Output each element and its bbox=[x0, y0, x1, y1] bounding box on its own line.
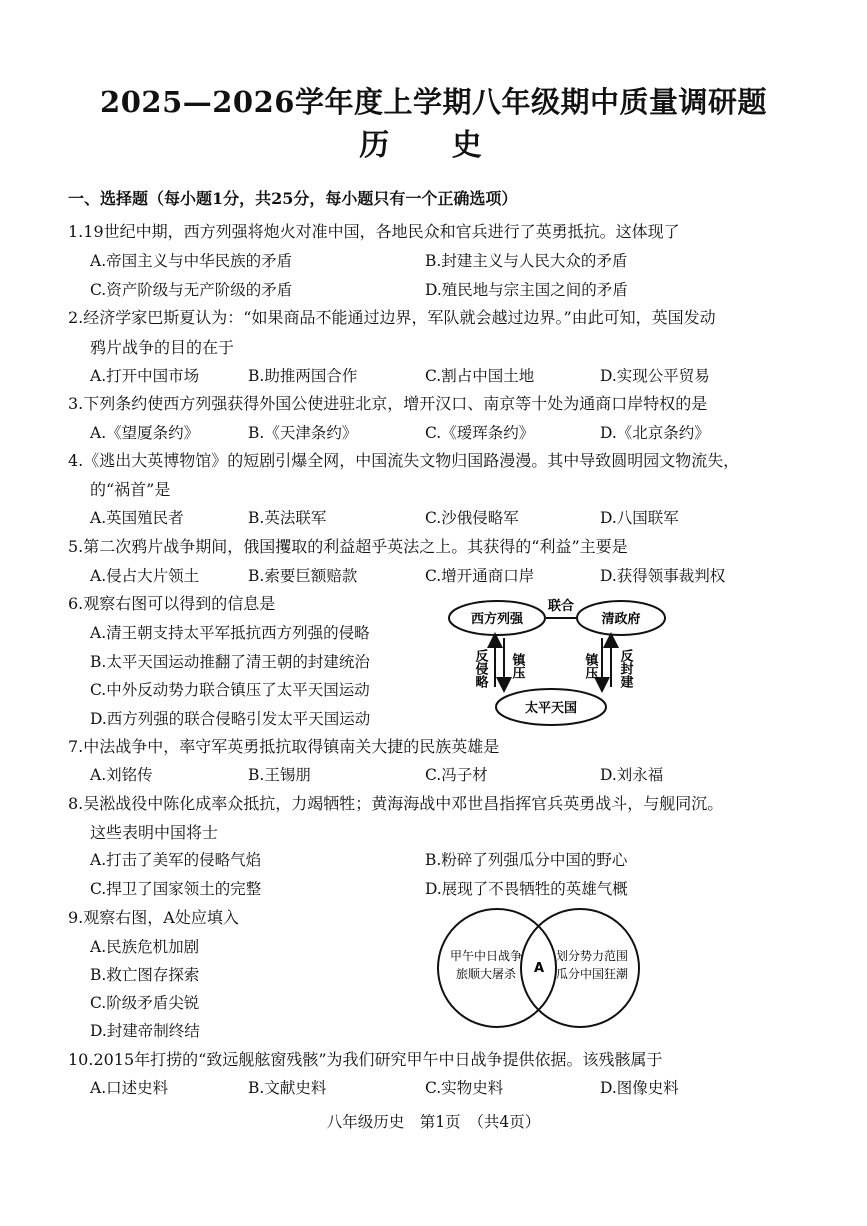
venn-right-line1: 划分势力范围 bbox=[555, 949, 629, 963]
label-anti-aggression: 反侵略 bbox=[472, 649, 488, 688]
exam-title: 2025—2026学年度上学期八年级期中质量调研题 bbox=[100, 85, 767, 119]
question-5-option-c: C.增开通商口岸 bbox=[425, 567, 535, 585]
question-10-option-c: C.实物史料 bbox=[425, 1079, 504, 1097]
question-8-option-b: B.粉碎了列强瓜分中国的野心 bbox=[425, 851, 628, 869]
question-3-option-b: B.《天津条约》 bbox=[248, 424, 358, 442]
venn-diagram bbox=[434, 905, 644, 1031]
question-3-option-a: A.《望厦条约》 bbox=[90, 424, 200, 442]
question-2-option-a: A.打开中国市场 bbox=[90, 367, 200, 385]
question-6-option-a: A.清王朝支持太平军抵抗西方列强的侵略 bbox=[90, 624, 370, 642]
question-5-option-b: B.索要巨额赔款 bbox=[248, 567, 358, 585]
question-9-option-a: A.民族危机加剧 bbox=[90, 938, 200, 956]
question-9-option-d: D.封建帝制终结 bbox=[90, 1022, 200, 1040]
label-anti-feudal: 反封建 bbox=[617, 649, 633, 688]
question-2-stem-cont: 鸦片战争的目的在于 bbox=[90, 338, 235, 357]
question-8-option-d: D.展现了不畏牺牲的英雄气概 bbox=[425, 880, 628, 898]
question-4-stem: 4.《逃出大英博物馆》的短剧引爆全网，中国流失文物归国路漫漫。其中导致圆明园文物流失， bbox=[68, 451, 740, 470]
question-9-option-b: B.救亡图存探索 bbox=[90, 966, 200, 984]
question-1-option-d: D.殖民地与宗主国之间的矛盾 bbox=[425, 281, 628, 299]
question-6-option-d: D.西方列强的联合侵略引发太平天国运动 bbox=[90, 710, 371, 728]
question-2-option-c: C.割占中国土地 bbox=[425, 367, 535, 385]
label-suppress-left: 镇压 bbox=[509, 653, 525, 679]
question-10-option-d: D.图像史料 bbox=[600, 1079, 679, 1097]
section-heading: 一、选择题（每小题1分，共25分，每小题只有一个正确选项） bbox=[68, 189, 518, 208]
question-10-stem: 10.2015年打捞的“致远舰舷窗残骸”为我们研究甲午中日战争提供依据。该残骸属于 bbox=[68, 1050, 663, 1069]
question-8-stem-cont: 这些表明中国将士 bbox=[90, 823, 219, 842]
question-2-option-d: D.实现公平贸易 bbox=[600, 367, 710, 385]
page-footer: 八年级历史 第1页 （共4页） bbox=[326, 1113, 541, 1131]
venn-left-line2: 旅顺大屠杀 bbox=[455, 967, 517, 981]
question-9-option-c: C.阶级矛盾尖锐 bbox=[90, 994, 200, 1012]
question-1-option-a: A.帝国主义与中华民族的矛盾 bbox=[90, 252, 293, 270]
question-7-option-b: B.王锡朋 bbox=[248, 766, 311, 784]
question-6-option-c: C.中外反动势力联合镇压了太平天国运动 bbox=[90, 681, 370, 699]
venn-center-label: A bbox=[533, 961, 545, 976]
question-5-option-a: A.侵占大片领土 bbox=[90, 567, 200, 585]
node-qing-government-label: 清政府 bbox=[601, 612, 641, 627]
venn-right-line2: 瓜分中国狂潮 bbox=[555, 967, 629, 981]
question-8-stem: 8.吴淞战役中陈化成率众抵抗，力竭牺牲；黄海海战中邓世昌指挥官兵英勇战斗，与舰同沉。 bbox=[68, 794, 724, 813]
question-10-option-b: B.文献史料 bbox=[248, 1079, 327, 1097]
venn-left-line1: 甲午中日战争 bbox=[449, 949, 523, 963]
question-2-option-b: B.助推两国合作 bbox=[248, 367, 358, 385]
question-1-stem: 1.19世纪中期，西方列强将炮火对准中国，各地民众和官兵进行了英勇抵抗。这体现了 bbox=[68, 222, 680, 241]
question-7-option-c: C.冯子材 bbox=[425, 766, 488, 784]
exam-subject: 历 史 bbox=[359, 128, 508, 163]
question-5-option-d: D.获得领事裁判权 bbox=[600, 567, 726, 585]
question-6-option-b: B.太平天国运动推翻了清王朝的封建统治 bbox=[90, 653, 370, 671]
question-4-option-c: C.沙俄侵略军 bbox=[425, 509, 519, 527]
question-3-option-c: C.《瑷珲条约》 bbox=[425, 424, 535, 442]
question-8-option-a: A.打击了美军的侵略气焰 bbox=[90, 851, 262, 869]
question-4-stem-cont: 的“祸首”是 bbox=[90, 480, 171, 499]
question-1-option-b: B.封建主义与人民大众的矛盾 bbox=[425, 252, 628, 270]
question-3-stem: 3.下列条约使西方列强获得外国公使进驻北京，增开汉口、南京等十处为通商口岸特权的是 bbox=[68, 394, 708, 413]
question-6-stem: 6.观察右图可以得到的信息是 bbox=[68, 594, 276, 613]
link-alliance-label: 联合 bbox=[547, 599, 575, 614]
question-7-option-a: A.刘铭传 bbox=[90, 766, 153, 784]
question-4-option-d: D.八国联军 bbox=[600, 509, 679, 527]
question-8-option-c: C.捍卫了国家领土的完整 bbox=[90, 880, 262, 898]
question-7-option-d: D.刘永福 bbox=[600, 766, 664, 784]
question-3-option-d: D.《北京条约》 bbox=[600, 424, 710, 442]
label-suppress-right: 镇压 bbox=[582, 653, 598, 679]
taiping-relation-diagram bbox=[440, 590, 680, 730]
question-7-stem: 7.中法战争中，率守军英勇抵抗取得镇南关大捷的民族英雄是 bbox=[68, 737, 500, 756]
question-4-option-b: B.英法联军 bbox=[248, 509, 327, 527]
question-2-stem: 2.经济学家巴斯夏认为：“如果商品不能通过边界，军队就会越过边界。”由此可知，英国发动 bbox=[68, 308, 716, 327]
question-4-option-a: A.英国殖民者 bbox=[90, 509, 184, 527]
node-taiping-label: 太平天国 bbox=[524, 701, 578, 716]
question-5-stem: 5.第二次鸦片战争期间，俄国攫取的利益超乎英法之上。其获得的“利益”主要是 bbox=[68, 537, 628, 556]
question-10-option-a: A.口述史料 bbox=[90, 1079, 169, 1097]
node-western-powers-label: 西方列强 bbox=[470, 612, 524, 627]
question-9-stem: 9.观察右图，A处应填入 bbox=[68, 908, 239, 927]
question-1-option-c: C.资产阶级与无产阶级的矛盾 bbox=[90, 281, 293, 299]
